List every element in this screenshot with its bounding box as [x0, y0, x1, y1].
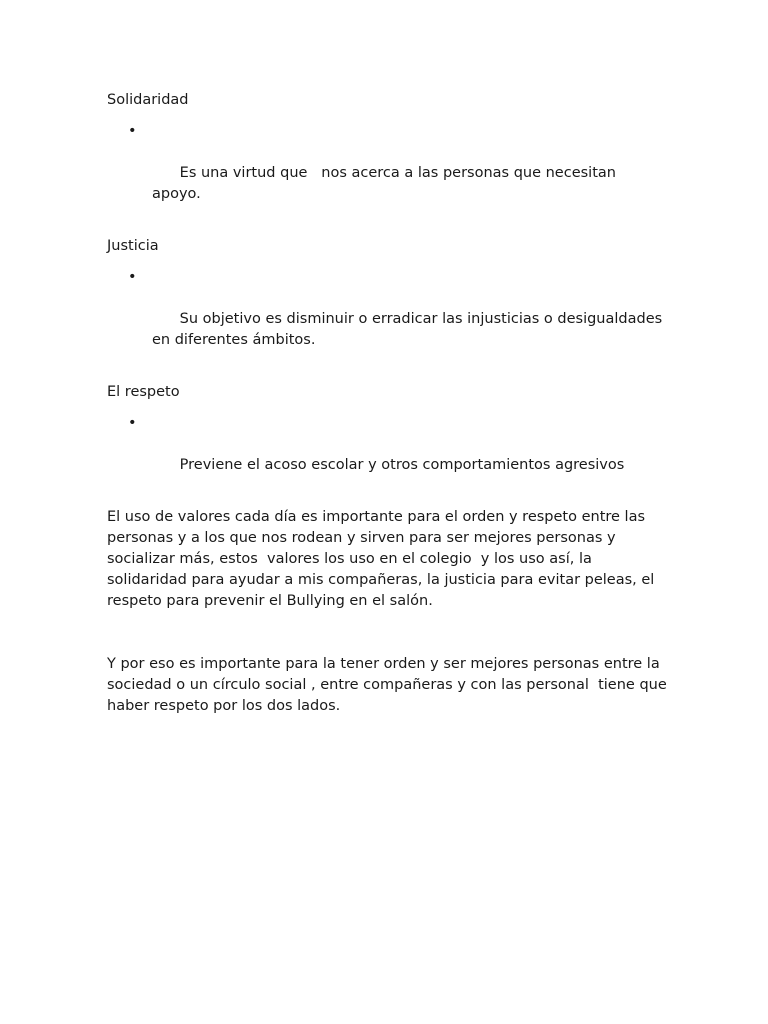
bullet-icon: •: [128, 415, 137, 431]
bullet-list-respeto: [107, 413, 667, 497]
section-heading-justicia: Justicia: [107, 238, 159, 254]
body-paragraph-conclusion: Y por eso es importante para la tener orden y ser mejores personas entre la sociedad o un círculo social , entre compañeras y con las personal tiene que haber respeto por los dos lados.: [107, 656, 672, 714]
bullet-list-justicia: [107, 267, 667, 372]
body-paragraph-values: El uso de valores cada día es importante para el orden y respeto entre las personas y a los que nos rodean y sirven para ser mejores personas y socializar más, estos valores los uso en el colegio y los uso así, la solidaridad para ayudar a mis compañeras, la justicia para evitar peleas, el respeto para prevenir el Bullying en el salón.: [107, 509, 659, 609]
paragraph-spacer: [107, 622, 667, 654]
bullet-text: Previene el acoso escolar y otros comportamientos agresivos: [179, 457, 625, 473]
bullet-text: Es una virtud que nos acerca a las personas que necesitan apoyo.: [152, 165, 621, 202]
list-item: [107, 413, 667, 497]
bullet-text: Su objetivo es disminuir o erradicar las injusticias o desigualdades en diferentes ámbitos.: [152, 311, 667, 348]
list-item: [107, 267, 667, 372]
section-heading-respeto: El respeto: [107, 384, 180, 400]
list-item: [107, 121, 667, 226]
bullet-list-solidaridad: [107, 121, 667, 226]
document-page: [107, 90, 672, 727]
bullet-icon: •: [128, 269, 137, 285]
section-heading-solidaridad: Solidaridad: [107, 92, 189, 108]
bullet-icon: •: [128, 123, 137, 139]
